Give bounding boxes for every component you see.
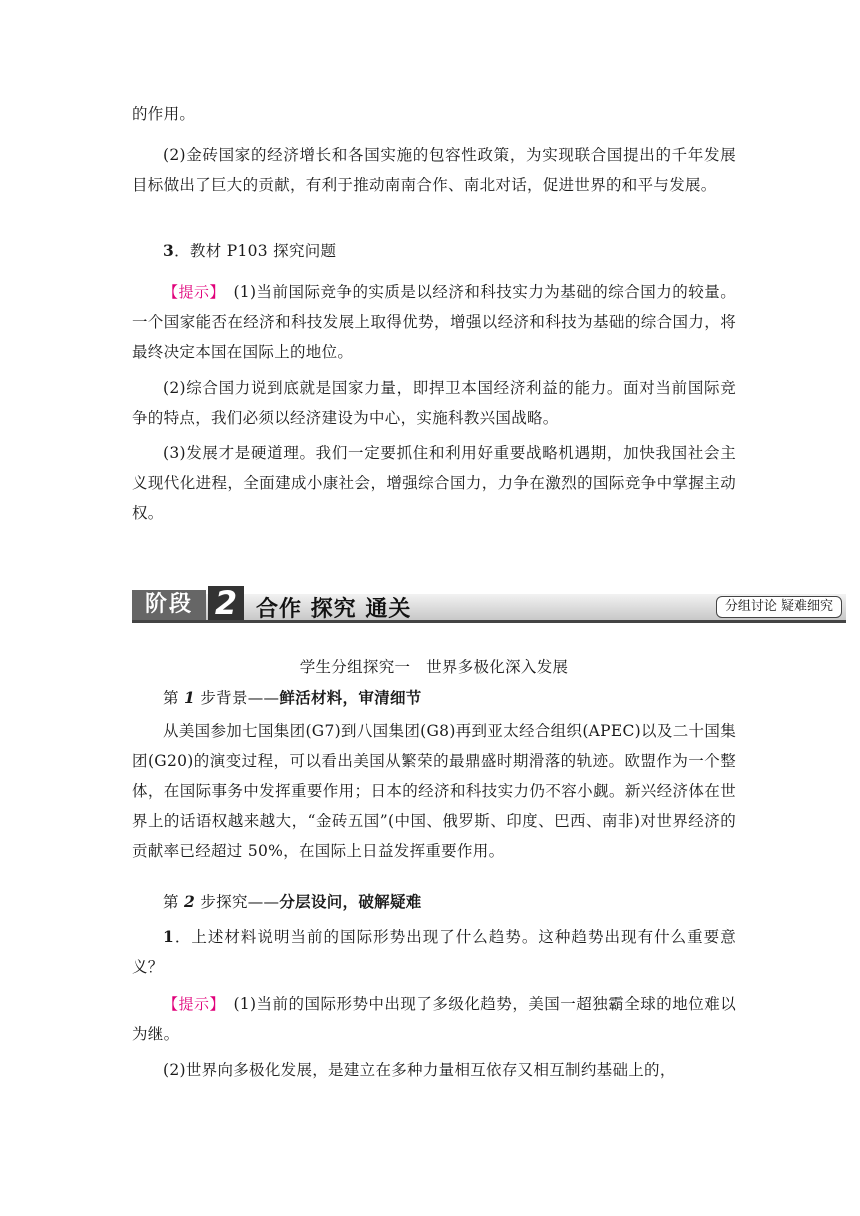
tip-paragraph-1 (132, 277, 736, 367)
banner-stage-number: 2 (208, 586, 244, 620)
step-prefix: 第 (163, 689, 185, 707)
step-number: 1 (184, 688, 196, 707)
item-text: ．教材 P103 探究问题 (174, 242, 337, 260)
material-paragraph (132, 716, 736, 866)
step-prefix: 第 (163, 893, 185, 911)
paragraph-5 (132, 373, 736, 433)
paragraph-text: 的作用。 (132, 105, 196, 123)
tip-paragraph-2 (132, 989, 736, 1049)
paragraph-6 (132, 438, 736, 528)
step-1-heading (163, 683, 736, 713)
step-title: 分层设问，破解疑难 (279, 893, 422, 911)
paragraph-text: (2)金砖国家的经济增长和各国实施的包容性政策，为实现联合国提出的千年发展目标做出了巨大的贡献，有利于推动南南合作、南北对话，促进世界的和平与发展。 (132, 146, 736, 194)
item-3-heading (132, 236, 736, 266)
section-heading-text: 学生分组探究一 世界多极化深入发展 (299, 658, 569, 676)
banner-tag: 分组讨论 疑难细究 (716, 596, 842, 618)
item-number: 3 (163, 241, 175, 260)
tip-text: (1)当前的国际形势中出现了多级化趋势，美国一超独霸全球的地位难以为继。 (132, 995, 736, 1043)
paragraph-last (132, 1055, 736, 1085)
stage-banner (132, 584, 846, 622)
step-mid: 步背景—— (195, 689, 280, 707)
step-mid: 步探究—— (195, 893, 280, 911)
banner-stage-label: 阶段 (132, 590, 206, 620)
paragraph-text: (2)世界向多极化发展，是建立在多种力量相互依存又相互制约基础上的， (163, 1061, 676, 1079)
tip-label: 【提示】 (163, 283, 218, 301)
paragraph-text: (3)发展才是硬道理。我们一定要抓住和利用好重要战略机遇期，加快我国社会主义现代化进程，全面建成小康社会，增强综合国力，力争在激烈的国际竞争中掌握主动权。 (132, 444, 736, 522)
section-heading (132, 652, 736, 682)
tip-label: 【提示】 (163, 995, 218, 1013)
step-2-heading (163, 887, 736, 917)
paragraph-text: (2)综合国力说到底就是国家力量，即捍卫本国经济利益的能力。面对当前国际竞争的特点，我们必须以经济建设为中心，实施科教兴国战略。 (132, 379, 736, 427)
paragraph-2 (132, 140, 736, 200)
question-text: ．上述材料说明当前的国际形势出现了什么趋势。这种趋势出现有什么重要意义？ (132, 928, 736, 976)
banner-title: 合作 探究 通关 (256, 596, 412, 622)
question-1 (132, 922, 736, 982)
step-number: 2 (184, 892, 196, 911)
text-line-end (132, 99, 736, 129)
question-number: 1 (163, 927, 175, 946)
tip-text: (1)当前国际竞争的实质是以经济和科技实力为基础的综合国力的较量。一个国家能否在经济和科技发展上取得优势，增强以经济和科技为基础的综合国力，将最终决定本国在国际上的地位。 (132, 283, 736, 361)
material-text: 从美国参加七国集团(G7)到八国集团(G8)再到亚太经合组织(APEC)以及二十国集团(G20)的演变过程，可以看出美国从繁荣的最鼎盛时期滑落的轨迹。欧盟作为一个整体，在国际事务中发挥重要作用；日本的经济和科技实力仍不容小觑。新兴经济体在世界上的话语权越来越大，“金砖五国”(中国、俄罗斯、印度、巴西、南非)对世界经济的贡献率已经超过 50%，在国际上日益发挥重要作用。 (132, 722, 736, 860)
step-title: 鲜活材料，审清细节 (279, 689, 422, 707)
